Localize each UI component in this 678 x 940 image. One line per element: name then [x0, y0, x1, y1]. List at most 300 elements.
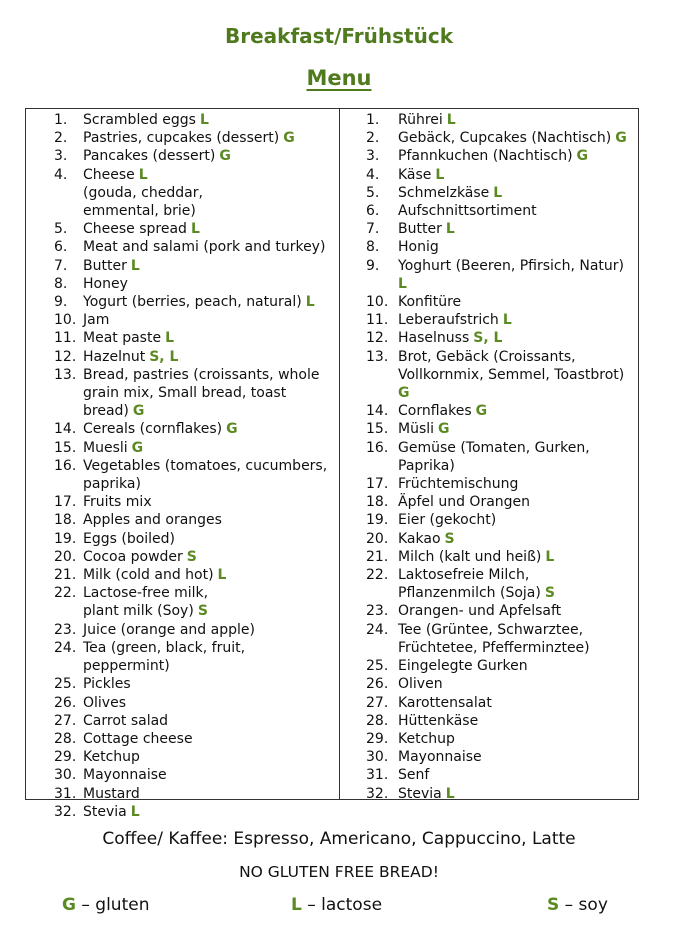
menu-item — [26, 420, 339, 438]
coffee-line: Coffee/ Kaffee: Espresso, Americano, Cappuccino, Latte — [102, 829, 576, 849]
menu-item — [340, 257, 638, 293]
allergen-tag: L — [445, 221, 455, 238]
menu-item — [340, 566, 638, 602]
item-text-line — [398, 185, 502, 201]
item-text-line — [83, 276, 128, 292]
item-text: Brot, Gebäck (Croissants, — [398, 348, 576, 365]
item-text: Honig — [398, 239, 439, 256]
menu-title: Breakfast/Frühstück — [224, 24, 454, 48]
item-number: 28. — [366, 712, 389, 729]
item-text-line — [398, 349, 576, 365]
item-text: Haselnuss — [398, 330, 470, 347]
menu-item — [26, 220, 339, 238]
item-text: Pastries, cupcakes (dessert) — [83, 130, 280, 147]
item-text: Senf — [398, 767, 430, 784]
item-number: 21. — [54, 567, 77, 584]
menu-item — [340, 748, 638, 766]
item-number: 6. — [366, 203, 380, 220]
item-text-line — [398, 239, 439, 255]
item-number: 5. — [366, 184, 380, 201]
item-text-line — [83, 167, 148, 183]
menu-item — [26, 275, 339, 293]
item-text-line — [83, 804, 140, 820]
item-text-line — [83, 731, 193, 747]
item-text-line — [398, 676, 443, 692]
item-text-line — [398, 440, 590, 456]
item-text-line — [398, 494, 530, 510]
item-text-line — [83, 567, 226, 583]
item-number: 13. — [54, 366, 77, 383]
item-text-line — [83, 402, 339, 420]
item-number: 2. — [54, 130, 68, 147]
item-text: Konfitüre — [398, 294, 462, 311]
item-text-line — [83, 549, 197, 565]
item-text-line — [398, 512, 496, 528]
item-number: 9. — [54, 294, 68, 311]
item-text-line — [83, 330, 174, 346]
menu-item — [26, 166, 339, 221]
item-text: Oliven — [398, 676, 443, 693]
item-number: 16. — [366, 439, 389, 456]
menu-item — [26, 548, 339, 566]
item-number: 5. — [54, 221, 68, 238]
menu-item — [340, 766, 638, 784]
legend-code-lactose: L — [291, 895, 302, 915]
menu-item — [26, 694, 339, 712]
item-number: 24. — [54, 639, 77, 656]
item-number: 2. — [366, 130, 380, 147]
item-text-line — [83, 130, 295, 146]
legend-soy — [547, 895, 608, 915]
item-text: Cottage cheese — [83, 730, 193, 747]
item-text-line — [83, 202, 339, 220]
menu-item — [340, 712, 638, 730]
item-number: 20. — [366, 530, 389, 547]
item-number: 3. — [54, 148, 68, 165]
item-number: 1. — [366, 112, 380, 128]
item-text: Rührei — [398, 112, 443, 128]
item-text-line — [398, 457, 638, 475]
item-text: Karottensalat — [398, 694, 492, 711]
item-text-line — [398, 584, 638, 602]
menu-item — [26, 748, 339, 766]
item-text: Ketchup — [83, 749, 140, 766]
no-gluten-notice: NO GLUTEN FREE BREAD! — [239, 863, 439, 881]
menu-item — [340, 293, 638, 311]
item-text: Äpfel und Orangen — [398, 494, 531, 511]
item-text: Muesli — [83, 439, 128, 456]
legend-label-lactose: – lactose — [307, 895, 383, 915]
item-text: Pickles — [83, 676, 131, 693]
item-text-line — [398, 294, 461, 310]
item-number: 14. — [54, 421, 77, 438]
item-text-line — [398, 112, 456, 128]
item-number: 11. — [366, 312, 389, 329]
allergen-tag: S — [197, 603, 208, 620]
item-text: Ketchup — [398, 730, 455, 747]
menu-item — [26, 584, 339, 620]
menu-item — [340, 548, 638, 566]
item-number: 27. — [366, 694, 389, 711]
item-text: Stevia — [398, 785, 442, 802]
menu-item — [340, 166, 638, 184]
legend-lactose — [291, 895, 382, 915]
item-number: 18. — [366, 494, 389, 511]
menu-item — [26, 712, 339, 730]
item-text: Vegetables (tomatoes, cucumbers, — [83, 457, 328, 474]
allergen-tag: S, L — [473, 330, 503, 347]
item-text: Mayonnaise — [83, 767, 167, 784]
item-number: 3. — [366, 148, 380, 165]
item-text: Yogurt (berries, peach, natural) — [83, 294, 302, 311]
item-number: 1. — [54, 112, 68, 128]
item-text: Leberaufstrich — [398, 312, 499, 329]
item-text: Schmelzkäse — [398, 184, 490, 201]
item-text: Laktosefreie Milch, — [398, 567, 530, 584]
item-text-line — [83, 312, 109, 328]
item-number: 9. — [366, 257, 380, 274]
item-number: 17. — [54, 494, 77, 511]
item-number: 7. — [366, 221, 380, 238]
item-text: plant milk (Soy) — [83, 603, 194, 620]
item-number: 10. — [54, 312, 77, 329]
item-text: Carrot salad — [83, 712, 169, 729]
item-text: (gouda, cheddar, — [83, 184, 203, 201]
allergen-tag: L — [165, 330, 174, 347]
item-text: Mustard — [83, 785, 140, 802]
allergen-tag: L — [493, 184, 503, 201]
item-number: 8. — [366, 239, 380, 256]
item-number: 29. — [54, 749, 77, 766]
menu-item — [340, 657, 638, 675]
item-text: Eggs (boiled) — [83, 530, 176, 547]
item-text-line — [398, 312, 512, 328]
german-column — [340, 109, 638, 802]
item-number: 21. — [366, 548, 389, 565]
item-text: Paprika) — [398, 457, 455, 474]
allergen-tag: G — [398, 385, 410, 402]
item-number: 22. — [54, 585, 77, 602]
item-number: 26. — [366, 676, 389, 693]
item-number: 30. — [54, 767, 77, 784]
menu-item — [340, 694, 638, 712]
menu-item — [340, 675, 638, 693]
item-text-line — [83, 657, 339, 675]
item-text-line — [398, 713, 478, 729]
menu-item — [26, 639, 339, 675]
item-text-line — [83, 239, 325, 255]
item-number: 16. — [54, 457, 77, 474]
item-text-line — [83, 421, 238, 437]
item-text: Käse — [398, 166, 432, 183]
item-text-line — [398, 549, 554, 565]
allergen-legend — [0, 895, 678, 917]
item-number: 8. — [54, 275, 68, 292]
menu-subtitle — [0, 66, 678, 90]
allergen-tag: G — [576, 148, 589, 165]
menu-item — [340, 238, 638, 256]
allergen-tag: L — [199, 112, 209, 128]
allergen-tag: L — [190, 221, 200, 238]
item-text: Hazelnut — [83, 348, 146, 365]
item-text-line — [398, 330, 502, 346]
allergen-tag: S — [544, 585, 555, 602]
allergen-tag: G — [219, 148, 231, 165]
item-text: Juice (orange and apple) — [83, 621, 255, 638]
item-text-line — [398, 622, 583, 638]
menu-item — [26, 311, 339, 329]
item-text: peppermint) — [83, 658, 170, 675]
menu-item — [340, 311, 638, 329]
item-text-line — [83, 676, 131, 692]
item-text: Meat and salami (pork and turkey) — [83, 239, 326, 256]
item-number: 13. — [366, 348, 389, 365]
menu-item — [26, 293, 339, 311]
item-text: emmental, brie) — [83, 203, 196, 220]
item-text-line — [83, 531, 175, 547]
item-text-line — [398, 476, 518, 492]
legend-gluten — [62, 895, 149, 915]
item-text: Meat paste — [83, 330, 162, 347]
item-text: Cocoa powder — [83, 548, 183, 565]
item-text-line — [83, 258, 140, 274]
item-text-line — [398, 658, 528, 674]
allergen-tag: L — [445, 785, 455, 802]
allergen-tag: L — [502, 312, 512, 329]
item-number: 29. — [366, 730, 389, 747]
item-number: 31. — [54, 785, 77, 802]
item-number: 32. — [54, 803, 77, 820]
menu-table — [25, 108, 639, 820]
item-text: Cornflakes — [398, 403, 472, 420]
item-text-line — [83, 475, 339, 493]
item-text: Cereals (cornflakes) — [83, 421, 223, 438]
item-text-line — [83, 713, 168, 729]
item-text-line — [398, 275, 638, 293]
legend-label-gluten: – gluten — [81, 895, 150, 915]
item-text-line — [83, 622, 255, 638]
item-number: 4. — [54, 166, 68, 183]
allergen-tag: G — [615, 130, 627, 147]
item-text-line — [83, 786, 140, 802]
item-number: 17. — [366, 476, 389, 493]
allergen-tag: L — [305, 294, 315, 311]
item-text: Orangen- und Apfelsaft — [398, 603, 562, 620]
item-text-line — [83, 494, 152, 510]
legend-label-soy: – soy — [564, 895, 608, 915]
item-text-line — [398, 203, 537, 219]
item-number: 28. — [54, 730, 77, 747]
menu-item — [26, 530, 339, 548]
item-number: 12. — [366, 330, 389, 347]
item-text-line — [83, 749, 140, 765]
menu-item — [26, 366, 339, 421]
item-text-line — [398, 148, 588, 164]
item-text-line — [398, 531, 455, 547]
allergen-tag: S — [186, 548, 197, 565]
item-text: Milk (cold and hot) — [83, 567, 214, 584]
menu-item — [340, 730, 638, 748]
menu-item — [26, 238, 339, 256]
german-item-list — [340, 111, 638, 803]
item-text-line — [398, 403, 487, 419]
item-text: Yoghurt (Beeren, Pfirsich, Natur) — [398, 257, 625, 274]
item-text-line — [83, 585, 208, 601]
item-number: 18. — [54, 512, 77, 529]
item-text-line — [83, 384, 339, 402]
item-text: Pancakes (dessert) — [83, 148, 216, 165]
menu-item — [340, 621, 638, 657]
item-text: Müsli — [398, 421, 435, 438]
menu-item — [26, 348, 339, 366]
menu-item — [340, 402, 638, 420]
item-number: 15. — [54, 439, 77, 456]
menu-item — [340, 511, 638, 529]
item-text-line — [398, 258, 624, 274]
allergen-tag: L — [217, 567, 227, 584]
allergen-tag: L — [130, 803, 140, 820]
item-text-line — [398, 731, 455, 747]
english-column — [26, 109, 340, 820]
menu-item — [340, 602, 638, 620]
allergen-tag: L — [435, 166, 445, 183]
item-text-line — [83, 512, 222, 528]
item-text: Apples and oranges — [83, 512, 222, 529]
item-text: bread) — [83, 403, 129, 420]
item-text: Pfannkuchen (Nachtisch) — [398, 148, 573, 165]
allergen-tag: G — [132, 403, 145, 420]
menu-item — [26, 439, 339, 457]
item-text: Eier (gekocht) — [398, 512, 497, 529]
item-number: 10. — [366, 294, 389, 311]
item-text-line — [398, 639, 638, 657]
item-text: Fruits mix — [83, 494, 152, 511]
item-text: Jam — [83, 312, 110, 329]
item-text: paprika) — [83, 476, 141, 493]
item-text: Butter — [398, 221, 442, 238]
item-text: Butter — [83, 257, 127, 274]
item-text-line — [83, 184, 339, 202]
menu-item — [26, 147, 339, 165]
allergen-tag: L — [545, 548, 555, 565]
menu-item — [340, 184, 638, 202]
item-number: 26. — [54, 694, 77, 711]
item-text-line — [83, 367, 319, 383]
item-text-line — [398, 130, 627, 146]
menu-item — [340, 111, 638, 129]
menu-item — [26, 803, 339, 821]
item-number: 4. — [366, 166, 380, 183]
item-text: Gemüse (Tomaten, Gurken, — [398, 439, 590, 456]
item-text: Milch (kalt und heiß) — [398, 548, 542, 565]
item-text-line — [83, 112, 209, 128]
item-text-line — [398, 567, 529, 583]
item-text: Früchtemischung — [398, 476, 519, 493]
item-text-line — [83, 221, 200, 237]
menu-item — [340, 202, 638, 220]
legend-code-soy: S — [547, 895, 560, 915]
item-text-line — [83, 148, 231, 164]
item-text: Cheese — [83, 166, 135, 183]
item-text-line — [398, 749, 482, 765]
item-text-line — [83, 695, 126, 711]
item-number: 19. — [54, 530, 77, 547]
allergen-tag: G — [283, 130, 295, 147]
item-number: 12. — [54, 348, 77, 365]
item-text: Aufschnittsortiment — [398, 203, 537, 220]
item-number: 27. — [54, 712, 77, 729]
item-text: Vollkornmix, Semmel, Toastbrot) — [398, 366, 625, 383]
menu-item — [340, 439, 638, 475]
allergen-tag: G — [226, 421, 238, 438]
item-text-line — [83, 440, 143, 456]
allergen-tag: L — [446, 112, 456, 128]
menu-item — [26, 493, 339, 511]
item-text-line — [398, 767, 429, 783]
menu-item — [340, 475, 638, 493]
item-number: 25. — [54, 676, 77, 693]
item-text: Tea (green, black, fruit, — [83, 639, 246, 656]
menu-item — [340, 348, 638, 403]
item-text-line — [83, 767, 167, 783]
menu-item — [26, 566, 339, 584]
item-text: Cheese spread — [83, 221, 187, 238]
item-number: 32. — [366, 785, 389, 802]
item-text: grain mix, Small bread, toast — [83, 385, 287, 402]
item-number: 15. — [366, 421, 389, 438]
item-text: Honey — [83, 275, 128, 292]
item-text-line — [398, 695, 492, 711]
menu-item — [26, 257, 339, 275]
item-text-line — [398, 603, 561, 619]
menu-item — [340, 129, 638, 147]
menu-item — [26, 785, 339, 803]
item-number: 25. — [366, 658, 389, 675]
item-text: Pflanzenmilch (Soja) — [398, 585, 541, 602]
menu-item — [340, 329, 638, 347]
menu-item — [26, 730, 339, 748]
item-text: Stevia — [83, 803, 127, 820]
item-number: 11. — [54, 330, 77, 347]
legend-code-gluten: G — [62, 895, 76, 915]
allergen-tag: G — [131, 439, 144, 456]
item-text: Kakao — [398, 530, 441, 547]
item-number: 24. — [366, 621, 389, 638]
item-text-line — [83, 349, 178, 365]
item-number: 19. — [366, 512, 389, 529]
item-number: 7. — [54, 257, 68, 274]
menu-item — [26, 675, 339, 693]
item-text: Scrambled eggs — [83, 112, 196, 128]
allergen-tag: S, L — [149, 348, 179, 365]
allergen-tag: L — [138, 166, 148, 183]
allergen-tag: G — [438, 421, 450, 438]
item-number: 23. — [366, 603, 389, 620]
item-text: Hüttenkäse — [398, 712, 479, 729]
menu-item — [26, 621, 339, 639]
item-number: 6. — [54, 239, 68, 256]
item-number: 23. — [54, 621, 77, 638]
allergen-tag: L — [130, 257, 140, 274]
item-text-line — [398, 786, 455, 802]
item-text-line — [398, 384, 638, 402]
item-text-line — [83, 458, 327, 474]
allergen-tag: L — [398, 275, 407, 292]
menu-subtitle-text: Menu — [306, 66, 372, 90]
menu-item — [340, 785, 638, 803]
menu-item — [26, 111, 339, 129]
item-text: Lactose-free milk, — [83, 585, 209, 602]
